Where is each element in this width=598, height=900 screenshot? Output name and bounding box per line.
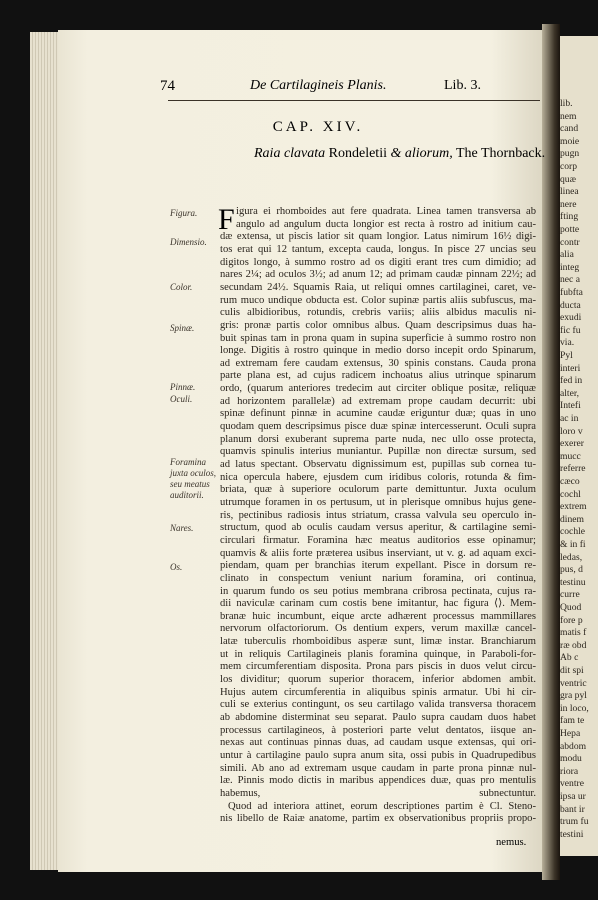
facing-page-line: integ [560,261,580,273]
facing-page-line: alter, [560,387,580,399]
body-line: simili. Ab ano ad extremam usque caudam in parte prona pinnæ nul- [220,762,536,774]
facing-page-line: ventre [560,778,584,790]
body-line: nis libello de Raiæ anatome, partim ex observationibus propriis propo- [220,813,536,825]
facing-page-line: quæ [560,173,576,185]
facing-page-line: Hepa [560,728,581,739]
facing-page-line: cochl [560,488,581,500]
margin-note: Color. [170,282,193,292]
facing-page-line: extrem [560,501,587,513]
facing-page-line: potte [560,224,580,235]
facing-page-line: dinem [560,513,584,525]
facing-page-line: gra pyl [560,690,587,702]
page-number: 74 [160,78,175,94]
chapter-subtitle [254,146,545,162]
facing-page-line: dit spi [560,665,584,676]
facing-page-line: testini [560,828,584,840]
facing-page-line: & in fi [560,539,586,550]
facing-page-line: loro v [560,425,583,437]
body-line: mem circumferentiam disposita. Prona pars piscis in duos velut circu- [220,661,536,673]
margin-note: Oculi. [170,394,193,404]
running-title: De Cartilagineis Planis. [250,78,387,93]
body-line: læ. Pinnis modo dictis in maribus appendices duæ, quas pro mentulis [220,775,536,787]
body-line: Hujus autem circumferentia in aliquibus spinis armatur. Ubi hi cir- [220,686,536,698]
facing-page-line: moie [560,135,580,147]
facing-page-line: alia [560,249,574,261]
body-line: ab abdomine disterminat seu separat. Paulo supra caudam duos habet [220,712,536,723]
body-line: tos erat qui 12 tantum, excepta cauda, longus. In pisce 27 uncias seu [220,243,536,255]
facing-page-line: nere [560,198,577,210]
subtitle-others: & aliorum, [390,146,453,161]
body-line: planum dorsi exuberant suprema parte nuda, nec ullo osse protecta, [220,433,536,445]
drop-cap: F [218,203,235,236]
body-line: ordo, (quarum anteriores tredecim aut circiter oblique positæ, reliquæ [220,383,536,395]
facing-page-line: contr [560,236,580,248]
margin-note: Nares. [170,523,194,533]
body-line: ad horizontem parallelæ) ad extremam prope caudam decurrit: ubi [220,395,536,407]
header-rule [168,100,540,101]
subtitle-author: Rondeletii [325,146,391,161]
facing-page-line: interi [560,362,581,374]
chapter-heading: CAP. XIV. [272,119,364,135]
body-line: nexas aut continuas pinnas duas, ad caudam usque extensas, qui ori- [220,737,536,749]
body-line: habemus, subnectuntur. [220,787,536,799]
body-line: buit spinas tam in prona quam in supina superficie à summo rostro non [220,332,536,344]
body-line: dæ extensa, ut piscis latior sit quam longior. Latus nimirum 16½ digi- [220,231,536,243]
body-line: clinato in conspectum veniunt narium foramina, ori continua, [220,572,536,584]
facing-page-line: fed in [560,375,583,387]
body-line: igura ei rhomboides aut fere quadrata. Linea tamen transversa ab [236,206,536,217]
body-line: nica opercula habere, ejusdem cum iridibus coloris, rotunda & fim- [220,471,536,483]
body-line: dii naviculæ carinam cum costis bene imitantur, hac figura ⟨⟩. Mem- [220,598,536,610]
body-line: nervorum olfactoriorum. Os dentium expers, verum maxillæ cancel- [220,623,536,635]
body-line: ris, pectinibus radiosis intus striatum, crassa valvula seu operculo in- [220,509,536,521]
facing-page-line: in loco, [560,702,589,714]
facing-page-line: Ab c [560,652,579,664]
body-line: untur à cartilagine paulo supra anum sita, ossi pubis in Quadrupedibus [220,749,536,761]
margin-note: auditorii. [170,490,204,500]
facing-page-line: ac in [560,413,579,424]
facing-page [556,36,598,856]
margin-note: Foramina [170,457,206,467]
body-line: gris: pronæ partis color omnibus albus. Quam descripsimus duas ha- [220,319,536,331]
body-line: quodam quem descripsimus pisce duæ spinæ intercesserunt. Oculi supra [220,421,536,433]
facing-page-line: nem [560,110,577,122]
body-line: culi se exterius contingunt, os seu cartilago valida transversa thoracem [220,699,536,711]
facing-page-line: exudi [560,312,582,324]
facing-page-line: fore p [560,614,583,626]
facing-page-line: fting [560,211,579,223]
body-line: processus cartilagineos, à posteriori parte velut dentatos, iisque an- [220,724,536,736]
facing-page-line: Pyl [560,350,573,361]
body-line: piendam, quam per branchias iterum expellant. Pisce in dorsum re- [220,560,536,572]
body-line: ut in reliquis Cartilagineis planis foramina quinque, in Paraboli-for- [220,648,536,660]
catchword: nemus. [496,837,527,848]
facing-page-line: fic fu [560,324,581,336]
margin-note: Spinæ. [170,323,195,333]
facing-page-line: testinu [560,576,586,588]
facing-page-line: cochle [560,526,586,538]
body-line: spinæ definunt pinnæ in acumine caudæ eriguntur duæ; quas in uno [220,408,536,420]
facing-page-line: nec a [560,274,580,286]
facing-page-line: Intefi [560,400,581,412]
facing-page-line: ledas, [560,551,583,563]
body-line: rum muco undique obducta est. Color supinæ partis aliis subfuscus, ma- [220,294,536,306]
facing-page-line: fam te [560,715,585,727]
body-line: utrumque foramen in os pertusum, ut in plerisque omnibus hujus gene- [220,496,536,508]
margin-note: seu meatus [170,479,210,489]
facing-page-line: corp [560,161,578,172]
facing-page-line: pugn [560,148,580,160]
facing-page-line: riora [560,765,579,777]
body-line: secundam 24½. Squamis Raia, ut reliqui omnes cartilaginei, caret, ve- [220,281,536,293]
body-line: nares 2¼; ad oculos 3½; ad anum 12; ad primam caudæ pinnam 22½; ad [220,269,536,281]
body-line: Quod ad interiora attinet, eorum descriptiones partim è Cl. Steno- [228,800,536,812]
facing-page-line: abdom [560,740,587,752]
body-line: quamvis spinulis interius muniantur. Pupillæ non directæ sursum, sed [220,446,536,458]
body-line: briata, quæ à superiore oculorum parte demittuntur. Juxta oculum [220,484,536,496]
body-line: digitos longo, à summo rostro ad os digiti erant tres cum dimidio; ad [220,256,536,268]
body-line: ad extremam fere caudam extensus, 30 spinis constans. Cauda prona [220,357,536,369]
facing-page-line: via. [560,337,575,349]
facing-page-line: curre [560,589,580,601]
facing-page-line: ventric [560,677,587,689]
body-line: circulari firmatur. Foramina hæc meatus auditorios esse opinamur; [220,534,536,546]
facing-page-line: matis f [560,627,587,639]
facing-page-line: referre [560,463,586,475]
body-line: angulo ad angulum ducta longior est recta à rostro ad initium cau- [236,218,536,230]
book-number: Lib. 3. [444,78,481,93]
facing-page-line: linea [560,186,579,198]
body-line: latæ tuberculis rhomboidibus asperæ sunt, limæ instar. Branchiarum [220,636,536,648]
facing-page-line: pus, d [560,564,583,576]
margin-note: Os. [170,562,183,572]
facing-page-line: bant ir [560,803,585,815]
subtitle-species: Raia clavata [254,146,326,161]
facing-page-line: ipsa ur [560,791,586,802]
margin-note: Dimensio. [170,237,207,247]
facing-page-line: Quod [560,602,582,613]
body-line: culis albidioribus, rotundis, crebris variis; aliis albidus maculis ni- [220,307,536,319]
facing-page-line: ræ obd [560,639,587,651]
margin-note: juxta oculos, [170,468,216,478]
facing-page-line: exerer [560,438,584,450]
facing-page-line: fubfta [560,287,583,298]
body-line: ad latus spectant. Observatu dignissimum est, pupillas sub cornea tu- [220,459,536,470]
body-line: in quarum fundo os seu potius membrana cribrosa pectinata, cujus ra- [220,585,536,597]
facing-page-line: lib. [560,98,573,109]
body-line: quamvis & aliis forte præterea usibus inserviant, ut v. g. ad aquam exci- [220,547,536,559]
facing-page-line: cæco [560,476,580,487]
margin-note: Figura. [170,208,198,218]
facing-page-line: cand [560,123,579,135]
body-line: structum, quod ab oculis caudam versus aperitur, & cartilagine semi- [220,522,536,534]
facing-page-line: ducta [560,299,581,311]
facing-page-line: mucc [560,450,581,462]
body-line: parte plana est, ad cujus radicem inchoatus alius utrinque spinarum [220,370,536,382]
facing-page-line: trum fu [560,816,589,828]
body-line: longe. Digitis à rostro quinque in medio dorso incepit ordo Spinarum, [220,345,536,357]
facing-page-line: modu [560,753,582,765]
body-line: branæ huic incumbunt, eique arcte adhærent processus mammillares [220,610,536,622]
margin-note: Pinnæ. [170,382,196,392]
body-line: los dividitur; quorum superior thoracem, inferior abdomen ambit. [220,674,536,686]
subtitle-english: The Thornback. [452,146,546,161]
